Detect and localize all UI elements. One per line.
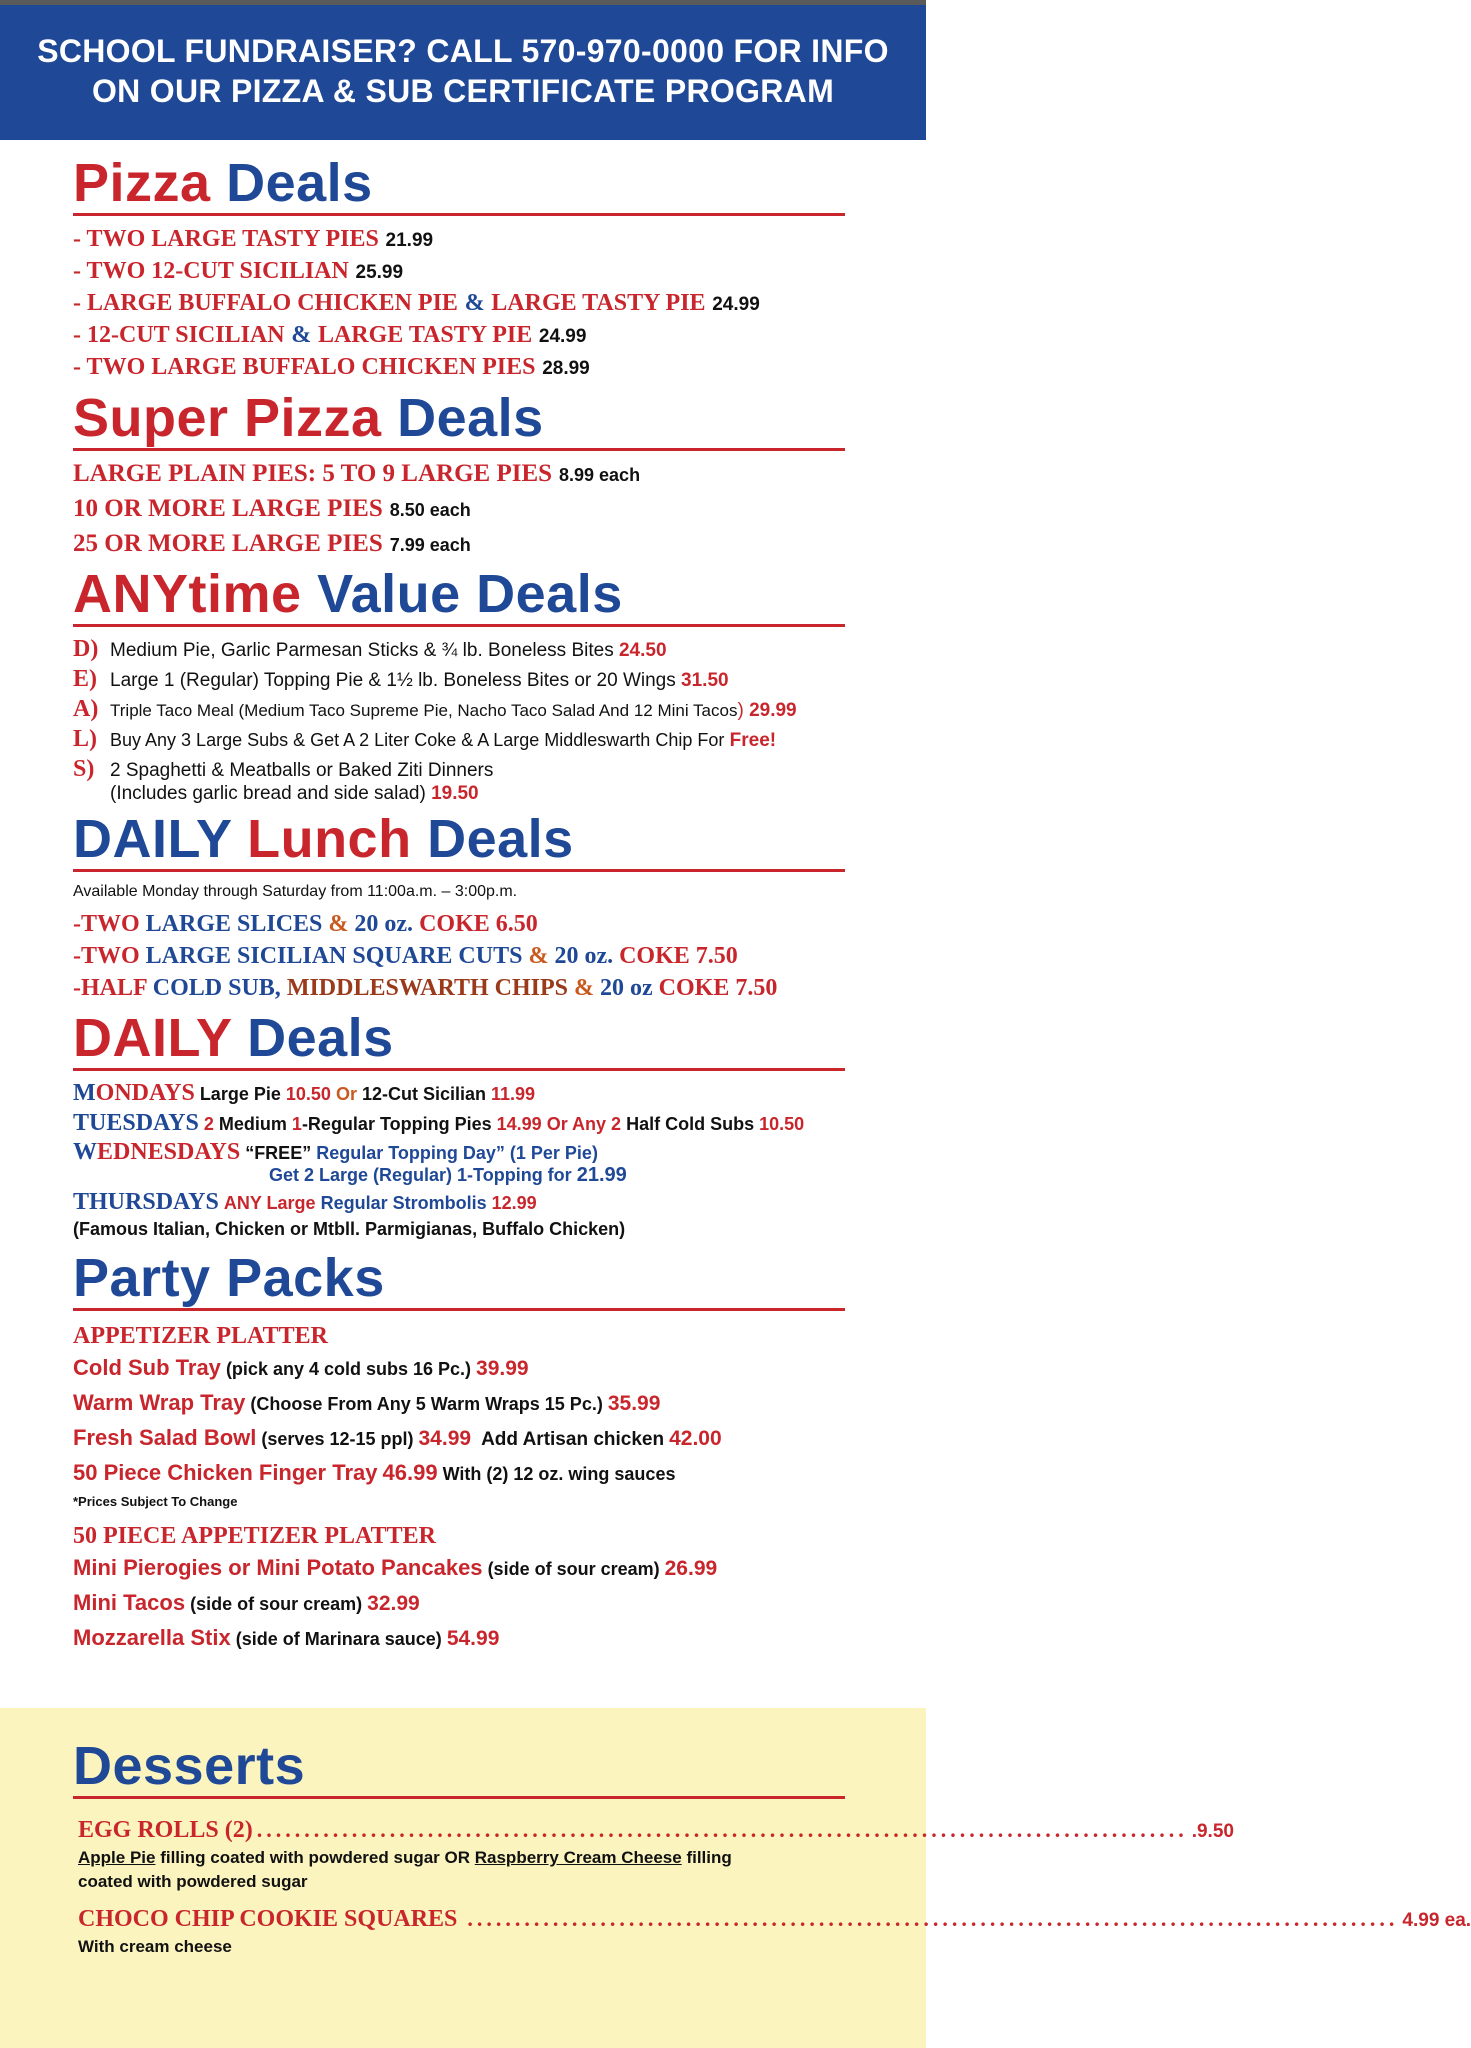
dot-leader: .................................................................................................. [467,1906,1399,1931]
item-name: Mozzarella Stix [73,1625,231,1650]
daily-lunch-deals-title [73,809,845,872]
item-amp: & [291,322,312,348]
item-name: 50 Piece Chicken Finger Tray [73,1460,378,1485]
item-price: 31.50 [681,670,729,691]
seg: 1 [291,1114,302,1134]
seg: 20 oz. [354,911,414,937]
list-item [73,1139,845,1186]
item-name: LARGE PLAIN PIES: 5 TO 9 LARGE PIES [73,460,553,487]
item-price: 8.99 each [559,465,641,485]
title-word: Deals [397,388,544,448]
party-packs-title: Party Packs [73,1248,845,1311]
list-item [73,665,845,695]
appetizer-platter-heading: APPETIZER PLATTER [73,1323,328,1349]
title-word: Deals [247,1008,394,1068]
daily-deals-list [73,1079,845,1240]
list-item [73,527,845,562]
seg: MIDDLESWARTH CHIPS [286,975,569,1001]
item-price: 19.50 [431,783,479,804]
item-extra: Add Artisan chicken [481,1429,665,1450]
list-item [73,352,845,384]
party-packs-list [73,1321,845,1656]
seg: ANY Large [223,1193,316,1213]
seg: Regular Strombolis [320,1193,487,1213]
item-name: CHOCO CHIP COOKIE SQUARES [78,1906,458,1932]
seg: COKE 7.50 [658,975,778,1001]
seg: LARGE SLICES [145,911,323,937]
item-desc: (serves 12-15 ppl) [261,1429,414,1449]
list-item [73,1109,845,1139]
item-desc: (Choose From Any 5 Warm Wraps 15 Pc.) [250,1394,603,1414]
seg: -TWO [73,911,140,937]
list-item [73,635,845,665]
seg: filling [686,1848,732,1867]
title-word: Lunch [247,809,412,869]
item-name: - 12-CUT SICILIAN [73,322,285,348]
item-price: 34.99 [418,1427,472,1450]
super-pizza-list [73,457,845,562]
item-text: 2 Spaghetti & Meatballs or Baked Ziti Dinners [110,760,494,781]
item-letter: E) [73,666,97,692]
lunch-availability-note: Available Monday through Saturday from 11:00a.m. – 3:00p.m. [73,883,518,900]
item-text: Large 1 (Regular) Topping Pie & 1½ lb. Boneless Bites or 20 Wings [110,670,676,691]
seg: “FREE” [245,1143,312,1163]
dot-leader: .................................................................................................. [256,1817,1188,1842]
prices-note: *Prices Subject To Change [73,1494,238,1509]
seg: coated with powdered sugar [78,1872,308,1891]
seg: & [528,943,549,969]
item-paren: ) [737,700,744,721]
super-pizza-deals-title [73,388,845,451]
seg: Or [335,1084,357,1104]
seg: 14.99 [496,1114,542,1134]
seg: UESDAYS [89,1110,199,1136]
list-item [73,908,845,940]
item-text: Triple Taco Meal (Medium Taco Supreme Pie, Nacho Taco Salad And 12 Mini Tacos [110,701,738,720]
list-item [73,725,845,755]
anytime-list [73,635,845,805]
desserts-section [73,1736,1471,1959]
list-item [73,288,845,320]
anytime-value-deals-title [73,564,845,627]
item-desc: (side of sour cream) [487,1559,660,1579]
item-name: Cold Sub Tray [73,1355,221,1380]
item-amp: & [464,290,485,316]
daily-deals-title [73,1008,845,1071]
seg: 20 oz [600,975,653,1001]
item-price: 29.99 [749,700,797,721]
seg: -Regular Topping Pies [301,1114,492,1134]
seg: filling coated with powdered sugar OR [160,1848,471,1867]
item-price: Free! [729,730,777,751]
seg: Or Any 2 [546,1114,622,1134]
seg: M [73,1080,96,1106]
item-extra-price: 42.00 [669,1427,722,1450]
item-price: 21.99 [385,230,434,251]
item-price: 7.99 each [389,535,471,555]
title-word: Deals [427,809,574,869]
thursday-note: (Famous Italian, Chicken or Mtbll. Parmigianas, Buffalo Chicken) [73,1219,626,1239]
list-item [73,457,845,492]
seg: COKE 7.50 [619,943,738,969]
seg: 10.50 [285,1084,331,1104]
item-name: - TWO 12-CUT SICILIAN [73,258,349,284]
item-name: Warm Wrap Tray [73,1390,246,1415]
item-desc: (pick any 4 cold subs 16 Pc.) [225,1359,472,1379]
menu-content [73,140,845,1656]
title-word: DAILY [73,809,232,869]
seg: Raspberry Cream Cheese [474,1848,682,1867]
item-price: 26.99 [664,1557,718,1580]
seg: HURSDAYS [89,1189,219,1215]
seg: T [73,1189,90,1215]
title-word: Value Deals [317,564,623,624]
title-word: ANYtime [73,564,302,624]
list-item [73,1351,845,1386]
list-item [73,320,845,352]
item-price: 39.99 [476,1357,529,1380]
list-item [73,695,845,725]
seg: ONDAYS [95,1080,195,1106]
item-name-b: LARGE TASTY PIE [491,290,706,316]
seg: COKE 6.50 [419,911,538,937]
seg: LARGE SICILIAN SQUARE CUTS [145,943,523,969]
item-price: 4.99 ea. [1402,1910,1471,1931]
list-item [73,972,845,1004]
seg: Get 2 Large (Regular) 1-Topping for [269,1165,572,1185]
desserts-list [73,1817,1471,1959]
list-item [73,1586,845,1621]
item-price: 25.99 [355,262,404,283]
item-name-b: LARGE TASTY PIE [317,322,533,348]
list-item [73,1551,845,1586]
item-name: EGG ROLLS (2) [78,1817,253,1843]
item-name: 25 OR MORE LARGE PIES [73,530,383,557]
lunch-list [73,908,845,1004]
title-word: DAILY [73,1008,232,1068]
item-price: 35.99 [607,1392,661,1415]
item-letter: A) [73,696,99,722]
title-word: Super Pizza [73,388,382,448]
list-item [73,492,845,527]
seg: Regular Topping Day” (1 Per Pie) [316,1143,598,1163]
item-text: Buy Any 3 Large Subs & Get A 2 Liter Coke & A Large Middleswarth Chip For [110,730,725,750]
list-item [73,1456,845,1491]
list-item [78,1906,1471,1933]
seg: Medium [218,1114,287,1134]
item-price: 24.50 [618,640,667,661]
list-item [73,1186,845,1218]
seg: & [328,911,349,937]
egg-rolls-desc [78,1846,845,1894]
desserts-title: Desserts [73,1736,845,1799]
seg: 12.99 [491,1193,537,1213]
item-name: - LARGE BUFFALO CHICKEN PIE [73,290,458,316]
list-item [73,1079,845,1109]
item-price: 32.99 [367,1592,420,1615]
seg: COLD SUB, [152,975,281,1001]
item-name: Mini Pierogies or Mini Potato Pancakes [73,1555,483,1580]
title-word: Deals [226,153,373,213]
pizza-deals-title [73,153,845,216]
item-price: 8.50 each [389,500,471,520]
item-letter: L) [73,726,97,752]
title-word: Pizza [73,153,211,213]
list-item [73,1386,845,1421]
item-name: Mini Tacos [73,1590,186,1615]
seg: 2 [203,1114,214,1134]
item-letter: D) [73,636,99,662]
list-item [73,1421,845,1456]
seg: W [73,1139,97,1165]
list-item [73,940,845,972]
item-name: - TWO LARGE BUFFALO CHICKEN PIES [73,354,536,380]
item-text: Medium Pie, Garlic Parmesan Sticks & ¾ lb. Boneless Bites [110,640,614,661]
fundraiser-banner [0,0,926,140]
item-price: 24.99 [538,326,587,347]
item-desc: With (2) 12 oz. wing sauces [442,1464,676,1484]
seg: 12-Cut Sicilian [361,1084,486,1104]
item-letter: S) [73,756,95,782]
item-price: .9.50 [1191,1821,1234,1842]
item-desc: (side of Marinara sauce) [235,1629,442,1649]
choco-desc: With cream cheese [78,1937,232,1956]
item-price: 24.99 [712,294,760,315]
list-item [73,224,845,256]
list-item [73,1621,845,1656]
banner-line-1: SCHOOL FUNDRAISER? CALL 570-970-0000 FOR INFO [37,33,889,69]
seg: & [574,975,595,1001]
seg: 21.99 [576,1164,627,1186]
fifty-piece-heading: 50 PIECE APPETIZER PLATTER [73,1523,436,1549]
seg: 10.50 [759,1114,805,1134]
item-desc: (side of sour cream) [190,1594,363,1614]
seg: -TWO [73,943,140,969]
item-name: Fresh Salad Bowl [73,1425,257,1450]
item-price: 54.99 [446,1627,500,1650]
banner-line-2: ON OUR PIZZA & SUB CERTIFICATE PROGRAM [91,73,835,109]
seg: -HALF [73,975,147,1001]
list-item [73,256,845,288]
seg: 11.99 [491,1084,536,1104]
seg: Half Cold Subs [626,1114,755,1134]
seg: EDNESDAYS [97,1139,241,1165]
item-name: - TWO LARGE TASTY PIES [73,226,379,252]
list-item [78,1817,1234,1844]
seg: 20 oz. [554,943,614,969]
item-price: 28.99 [542,358,590,379]
list-item [73,755,845,805]
seg: Large Pie [199,1084,281,1104]
seg: T [73,1110,90,1136]
seg: Apple Pie [78,1848,156,1867]
pizza-deals-list [73,224,845,384]
item-text-2: (Includes garlic bread and side salad) [110,783,426,804]
item-name: 10 OR MORE LARGE PIES [73,495,383,522]
item-price: 46.99 [382,1460,438,1485]
